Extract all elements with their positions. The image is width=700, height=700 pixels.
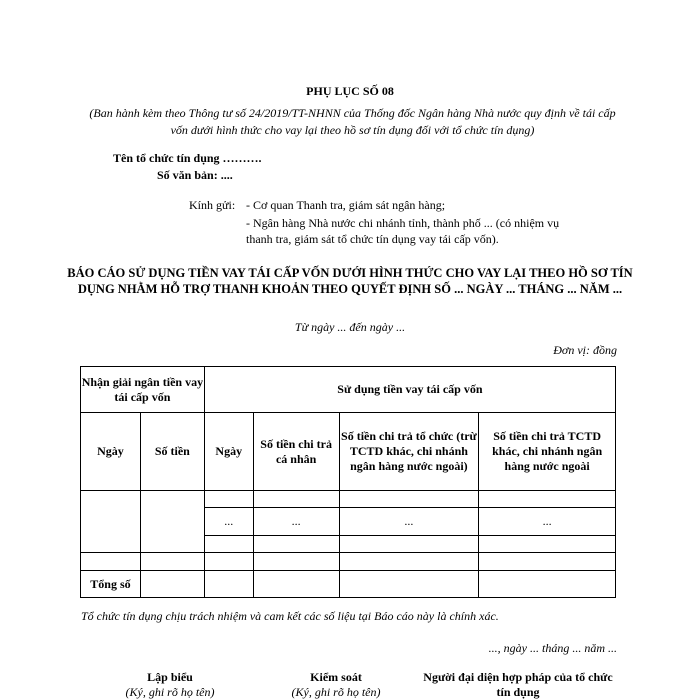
appendix-title: PHỤ LỤC SỐ 08: [306, 84, 394, 98]
report-title: BÁO CÁO SỬ DỤNG TIỀN VAY TÁI CẤP VỐN DƯỚI HÌNH THỨC CHO VAY LẠI THEO HỒ SƠ TÍN DỤNG NHẰM HỖ TRỢ THANH KHOẢN THEO QUYẾT ĐỊNH SỐ ... NGÀY ... THÁNG ... NĂM ...: [67, 266, 633, 296]
commitment-statement: Tổ chức tín dụng chịu trách nhiệm và cam kết các số liệu tại Báo cáo này là chính xác.: [81, 609, 499, 623]
table-cell: [140, 491, 204, 553]
table-cell: [204, 536, 253, 553]
currency-unit: Đơn vị: đồng: [553, 343, 617, 357]
recipients-label: Kính gửi:: [189, 198, 236, 212]
table-cell: ...: [479, 508, 616, 536]
signature-note: (Ký, ghi rõ họ tên): [125, 685, 215, 699]
table-row: [81, 491, 616, 508]
table-cell: [204, 491, 253, 508]
recipient-item: - Ngân hàng Nhà nước chi nhánh tỉnh, thành phố ... (có nhiệm vụ thanh tra, giám sát tổ chức tín dụng vay tái cấp vốn).: [246, 216, 560, 246]
document-number: Số văn bản: ....: [157, 168, 233, 182]
total-label: Tổng số: [81, 571, 141, 598]
table-cell: ...: [204, 508, 253, 536]
recipient-item: - Cơ quan Thanh tra, giám sát ngân hàng;: [246, 198, 446, 212]
header-paid-organizations: Số tiền chi trả tổ chức (trừ TCTD khác, chi nhánh ngân hàng nước ngoài): [339, 413, 479, 491]
table-cell: [479, 536, 616, 553]
table-cell: [479, 491, 616, 508]
table-cell: [253, 571, 339, 598]
signature-legal-representative: [418, 670, 618, 700]
report-period: Từ ngày ... đến ngày ...: [294, 320, 406, 334]
signature-preparer: [110, 670, 230, 700]
table-cell: [339, 553, 479, 571]
table-cell: [339, 571, 479, 598]
table-cell: [253, 553, 339, 571]
report-table: [80, 366, 616, 598]
header-date-used: Ngày: [204, 413, 253, 491]
table-cell: [339, 491, 479, 508]
table-total-row: [81, 571, 616, 598]
table-cell: [479, 553, 616, 571]
header-date-received: Ngày: [81, 413, 141, 491]
table-cell: [140, 571, 204, 598]
table-cell: [479, 571, 616, 598]
table-cell: [253, 536, 339, 553]
appendix-subtitle: (Ban hành kèm theo Thông tư số 24/2019/TT-NHNN của Thống đốc Ngân hàng Nhà nước quy định về tái cấp vốn dưới hình thức cho vay lại theo hồ sơ tín dụng đối với tổ chức tín dụng): [89, 106, 616, 137]
table-cell: [140, 553, 204, 571]
header-paid-credit-institutions: Số tiền chi trả TCTD khác, chi nhánh ngân hàng nước ngoài: [479, 413, 616, 491]
signature-role: Lập biểu: [147, 670, 193, 684]
header-paid-individuals: Số tiền chi trả cá nhân: [253, 413, 339, 491]
table-cell: [339, 536, 479, 553]
table-cell: ...: [253, 508, 339, 536]
table-cell: [253, 491, 339, 508]
table-cell: [81, 553, 141, 571]
signature-role: Người đại diện hợp pháp của tổ chức tín dụng: [423, 670, 613, 699]
table-cell: [81, 491, 141, 553]
header-disbursement-group: Nhận giải ngân tiền vay tái cấp vốn: [81, 367, 205, 413]
header-usage-group: Sử dụng tiền vay tái cấp vốn: [204, 367, 615, 413]
signature-controller: [276, 670, 396, 700]
table-cell: ...: [339, 508, 479, 536]
table-cell: [204, 571, 253, 598]
header-amount-received: Số tiền: [140, 413, 204, 491]
org-name: Tên tổ chức tín dụng ……….: [113, 151, 262, 165]
table-row: [81, 553, 616, 571]
date-line: ..., ngày ... tháng ... năm ...: [488, 641, 617, 655]
table-cell: [204, 553, 253, 571]
signature-note: (Ký, ghi rõ họ tên): [291, 685, 381, 699]
signature-role: Kiểm soát: [310, 670, 362, 684]
